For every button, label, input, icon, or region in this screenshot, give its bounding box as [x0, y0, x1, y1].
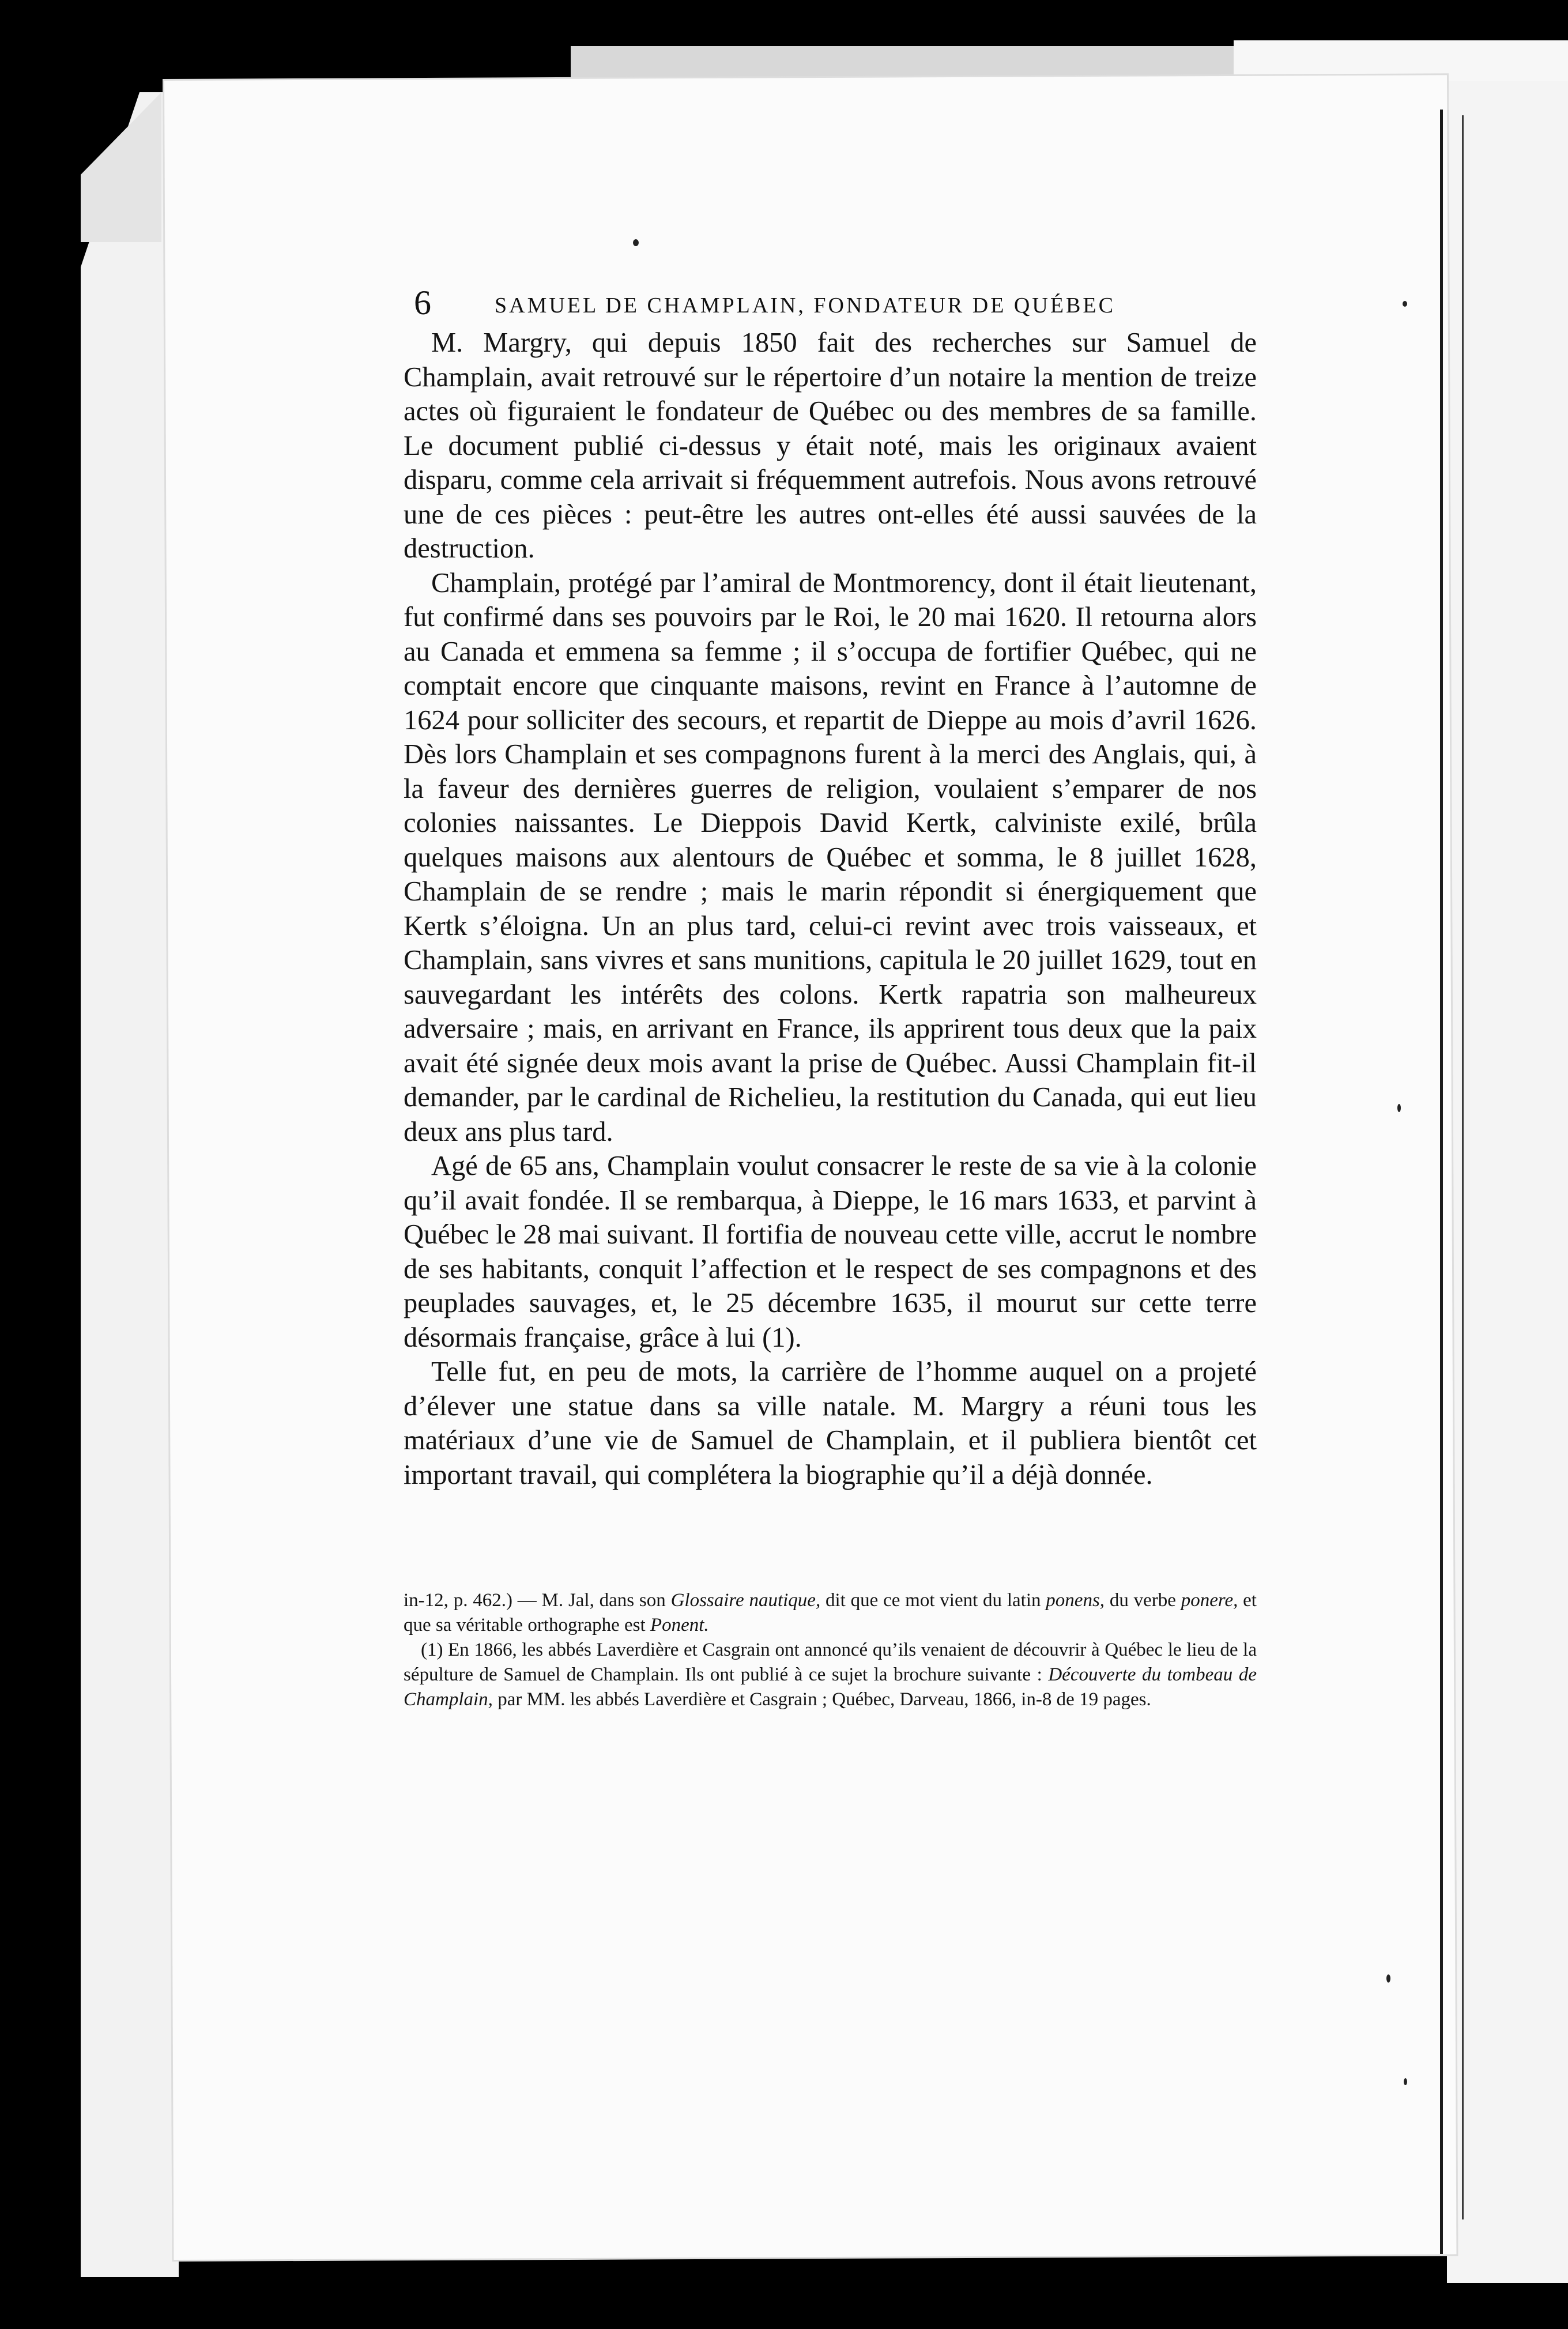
scan-speck: [1386, 1974, 1390, 1983]
backing-sheet-left: [81, 92, 179, 2277]
footnote-italic: Glossaire nautique,: [670, 1590, 821, 1611]
scan-speck: [1397, 1104, 1401, 1112]
footnote-italic: ponere,: [1181, 1590, 1238, 1611]
footnote-text: du verbe: [1105, 1590, 1181, 1611]
footnote-text: (1) En 1866, les abbés Laverdière et Casgrain ont annoncé qu’ils venaient de découvrir à Québec le lieu de la sépulture de Samuel de Champlain. Ils ont publié à ce sujet la brochure suivante :: [404, 1640, 1257, 1685]
sheet-edge-right: [1462, 115, 1464, 2219]
footnote-italic: Ponent.: [650, 1615, 709, 1635]
scan-speck: [1403, 301, 1407, 307]
footnote-text: dit que ce mot vient du latin: [820, 1590, 1046, 1611]
page-header: [414, 282, 1267, 323]
scan-speck: [633, 239, 639, 246]
footnote-text: in-12, p. 462.) — M. Jal, dans son: [404, 1590, 671, 1611]
scan-speck: [1404, 2078, 1407, 2085]
top-edge-strip: [571, 46, 1239, 81]
scan-border-bottom: [0, 2283, 1568, 2329]
paragraph: M. Margry, qui depuis 1850 fait des recherches sur Samuel de Champlain, avait retrouvé sur le répertoire d’un notaire la mention de treize actes où figuraient le fondateur de Québec ou des membres de sa famille. Le document publié ci-dessus y était noté, mais les originaux avaient disparu, comme cela arrivait si fréquemment autrefois. Nous avons retrouvé une de ces pièces : peut-être les autres ont-elles été aussi sauvées de la destruction.: [404, 327, 1257, 564]
body-text: [404, 326, 1257, 1492]
footnote-text: par MM. les abbés Laverdière et Casgrain ; Québec, Darveau, 1866, in-8 de 19 pages.: [492, 1689, 1151, 1710]
footnote-continuation: [404, 1588, 1257, 1638]
page-fold: [81, 92, 161, 242]
footnote-text: et que sa véritable orthographe est: [404, 1590, 1257, 1635]
page-edge-right: [1440, 110, 1443, 2254]
footnote-1: [404, 1638, 1257, 1712]
footnote-italic: ponens,: [1046, 1590, 1105, 1611]
paragraph: Telle fut, en peu de mots, la carrière de l’homme auquel on a projeté d’élever une statue dans sa ville natale. M. Margry a réuni tous les matériaux d’une vie de Samuel de Champlain, et il publiera bientôt cet important travail, qui complétera la biographie qu’il a déjà donnée.: [404, 1356, 1257, 1490]
running-title: SAMUEL DE CHAMPLAIN, FONDATEUR DE QUÉBEC: [495, 293, 1115, 318]
page-number: 6: [414, 284, 431, 322]
footnote-italic: Découverte du tombeau de Champlain,: [404, 1664, 1257, 1710]
footnotes: [404, 1588, 1257, 1712]
backing-sheet-right: [1447, 81, 1568, 2329]
paragraph: Champlain, protégé par l’amiral de Montmorency, dont il était lieutenant, fut confirmé dans ses pouvoirs par le Roi, le 20 mai 1620. Il retourna alors au Canada et emmena sa femme ; il s’occupa de fortifier Québec, qui ne comptait encore que cinquante maisons, revint en France à l’automne de 1624 pour solliciter des secours, et repartit de Dieppe au mois d’avril 1626. Dès lors Champlain et ses compagnons furent à la merci des Anglais, qui, à la faveur des dernières guerres de religion, voulaient s’emparer de nos colonies naissantes. Le Dieppois David Kertk, calviniste exilé, brûla quelques maisons aux alentours de Québec et somma, le 8 juillet 1628, Champlain de se rendre ; mais le marin répondit si énergiquement que Kertk s’éloigna. Un an plus tard, celui-ci revint avec trois vaisseaux, et Champlain, sans vivres et sans munitions, capitula le 20 juillet 1629, tout en sauvegardant les intérêts des colons. Kertk rapatria son malheureux adversaire ; mais, en arrivant en France, ils apprirent tous deux que la paix avait été signée deux mois avant la prise de Québec. Aussi Champlain fit-il demander, par le cardinal de Richelieu, la restitution du Canada, qui eut lieu deux ans plus tard.: [404, 567, 1257, 1147]
paragraph: Agé de 65 ans, Champlain voulut consacrer le reste de sa vie à la colonie qu’il avait fondée. Il se rembarqua, à Dieppe, le 16 mars 1633, et parvint à Québec le 28 mai suivant. Il fortifia de nouveau cette ville, accrut le nombre de ses habitants, conquit l’affection et le respect de ses compagnons et des peuplades sauvages, et, le 25 décembre 1635, il mourut sur cette terre désormais française, grâce à lui (1).: [404, 1151, 1257, 1353]
